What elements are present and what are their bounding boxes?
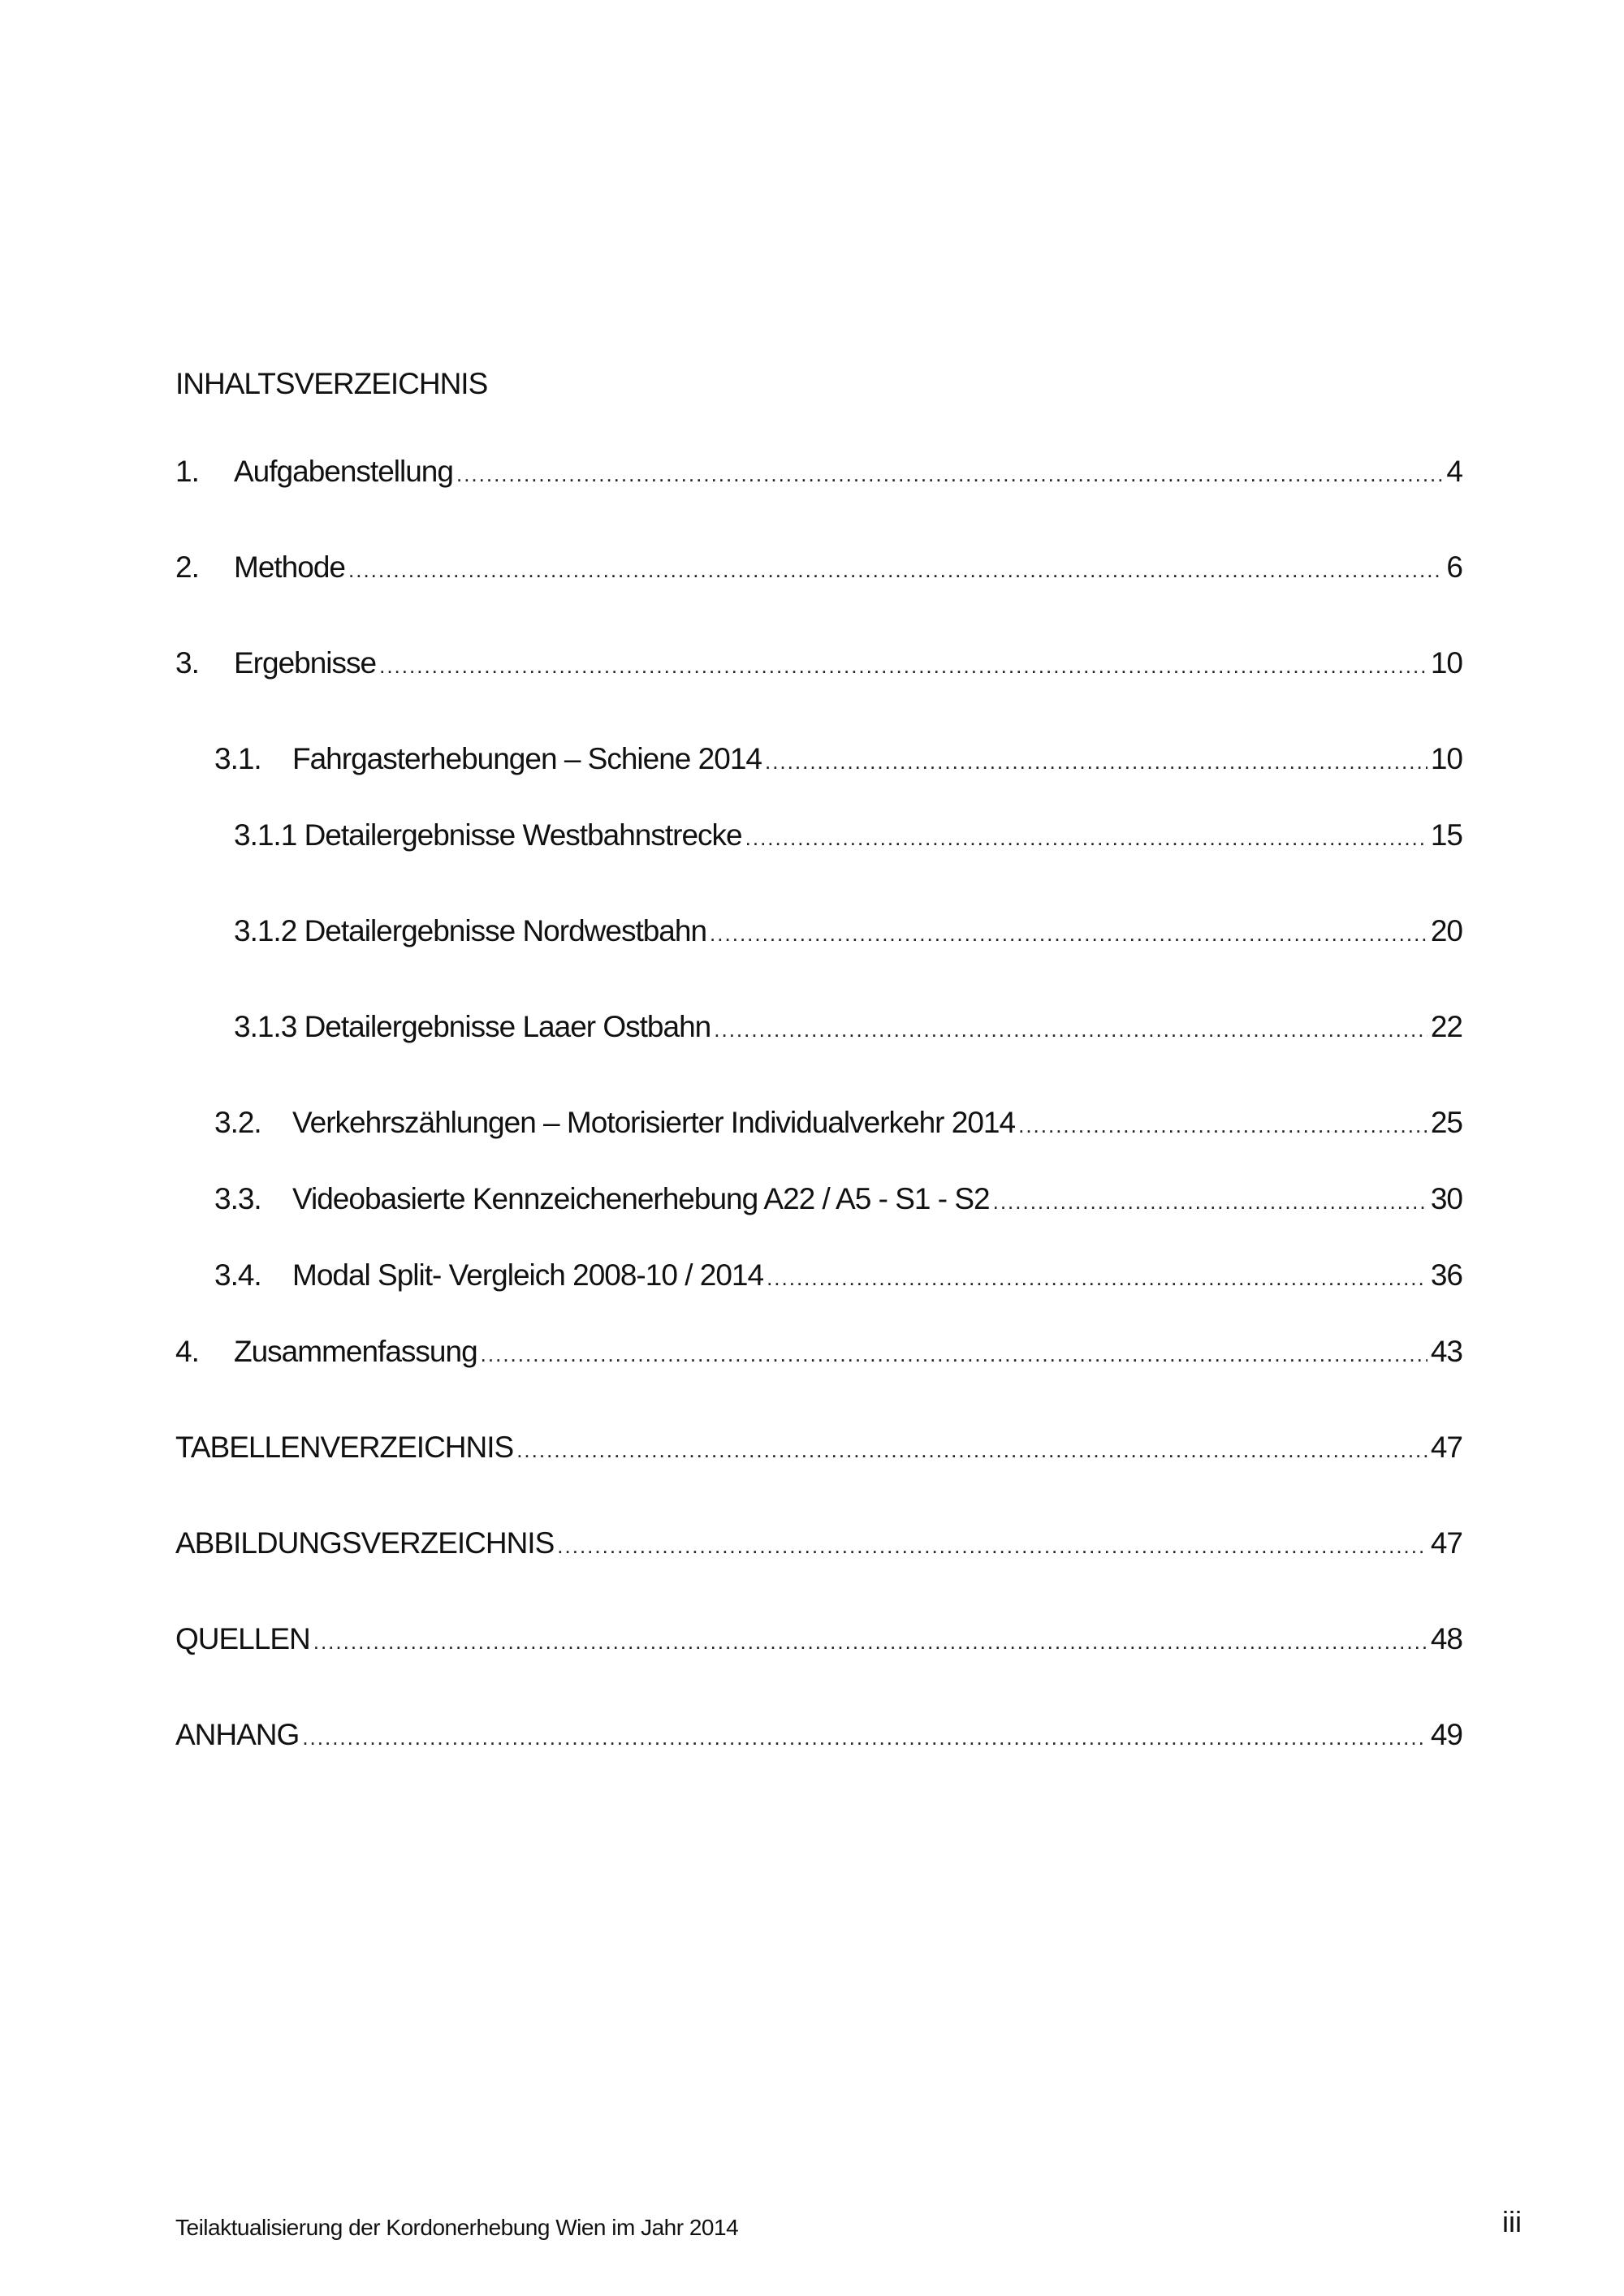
dot-leader [348, 558, 1443, 583]
toc-entry-page: 43 [1430, 1335, 1462, 1368]
toc-entry[interactable] [175, 455, 1462, 490]
toc-entry-page: 25 [1430, 1106, 1462, 1139]
toc-entry-number: 3.4. [214, 1258, 261, 1292]
toc-entry-title: Zusammenfassung [234, 1335, 477, 1368]
toc-entry-page: 4 [1446, 455, 1462, 488]
toc-entry[interactable] [214, 1106, 1462, 1142]
toc-entry-title: Methode [234, 550, 345, 584]
dot-leader [767, 1266, 1427, 1291]
toc-entry[interactable] [214, 1182, 1462, 1218]
dot-leader [710, 921, 1427, 947]
toc-entry[interactable] [175, 1335, 1462, 1370]
toc-entry-number: 1. [175, 455, 199, 488]
toc-entry-page: 48 [1430, 1622, 1462, 1655]
toc-entry-page: 22 [1430, 1010, 1462, 1043]
toc-entry-title: Fahrgasterhebungen – Schiene 2014 [292, 742, 762, 775]
footer-page-number: iii [1502, 2205, 1522, 2238]
toc-entry-number: 3.2. [214, 1106, 261, 1139]
dot-leader [714, 1017, 1427, 1042]
toc-entry-title: 3.1.3 Detailergebnisse Laaer Ostbahn [234, 1010, 711, 1043]
toc-entry-page: 30 [1430, 1182, 1462, 1215]
toc-entry-page: 10 [1430, 646, 1462, 680]
toc-entry-title: Modal Split- Vergleich 2008-10 / 2014 [292, 1258, 764, 1292]
toc-entry-title: TABELLENVERZEICHNIS [175, 1431, 514, 1464]
toc-entry-title: ANHANG [175, 1718, 300, 1751]
toc-entry-title: Aufgabenstellung [234, 455, 453, 488]
dot-leader [1018, 1113, 1427, 1138]
toc-entry-page: 6 [1446, 550, 1462, 584]
dot-leader [516, 1438, 1427, 1463]
toc-entry-number: 3.1. [214, 742, 261, 775]
toc-entry-page: 47 [1430, 1431, 1462, 1464]
dot-leader [765, 749, 1427, 775]
dot-leader [557, 1534, 1427, 1559]
toc-entry[interactable] [234, 914, 1462, 950]
toc-entry-page: 10 [1430, 742, 1462, 775]
dot-leader [993, 1189, 1427, 1215]
toc-entry-title: ABBILDUNGSVERZEICHNIS [175, 1526, 555, 1560]
toc-entry-title: Ergebnisse [234, 646, 377, 680]
toc-entry-number: 3.3. [214, 1182, 261, 1215]
toc-entry-page: 15 [1430, 818, 1462, 852]
toc-entry[interactable] [175, 646, 1462, 682]
dot-leader [313, 1629, 1427, 1655]
toc-entry[interactable] [234, 1010, 1462, 1046]
dot-leader [745, 826, 1427, 851]
toc-entry-page: 36 [1430, 1258, 1462, 1292]
toc-entry[interactable] [175, 1622, 1462, 1658]
dot-leader [379, 654, 1427, 679]
dot-leader [481, 1342, 1427, 1367]
toc-entry-title: QUELLEN [175, 1622, 310, 1655]
toc-heading: INHALTSVERZEICHNIS [175, 367, 488, 400]
dot-leader [456, 462, 1443, 487]
toc-entry-number: 3. [175, 646, 199, 680]
toc-entry[interactable] [175, 1526, 1462, 1562]
toc-entry[interactable] [175, 1431, 1462, 1466]
toc-entry-title: 3.1.2 Detailergebnisse Nordwestbahn [234, 914, 707, 947]
toc-entry-page: 47 [1430, 1526, 1462, 1560]
toc-entry-number: 2. [175, 550, 199, 584]
toc-entry[interactable] [214, 1258, 1462, 1294]
toc-entry-title: Videobasierte Kennzeichenerhebung A22 / A5 - S1 - S2 [292, 1182, 990, 1215]
footer-document-title: Teilaktualisierung der Kordonerhebung Wien im Jahr 2014 [175, 2215, 739, 2240]
toc-entry-page: 49 [1430, 1718, 1462, 1751]
toc-entry-title: 3.1.1 Detailergebnisse Westbahnstrecke [234, 818, 742, 852]
dot-leader [302, 1725, 1427, 1750]
toc-entry[interactable] [175, 1718, 1462, 1754]
toc-entry[interactable] [234, 818, 1462, 854]
toc-entry-page: 20 [1430, 914, 1462, 947]
toc-entry-title: Verkehrszählungen – Motorisierter Individualverkehr 2014 [292, 1106, 1016, 1139]
toc-entry[interactable] [214, 742, 1462, 778]
toc-entry-number: 4. [175, 1335, 199, 1368]
toc-entry[interactable] [175, 550, 1462, 586]
